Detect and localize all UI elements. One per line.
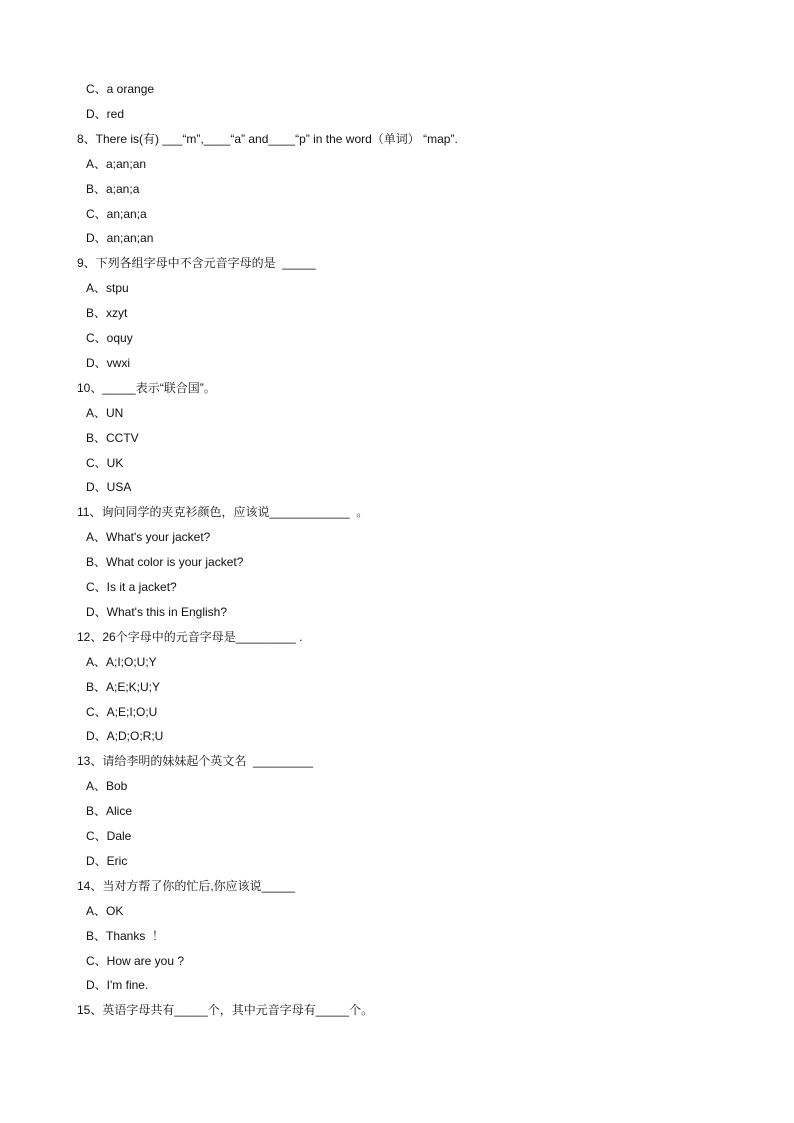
answer-option: A、stpu	[86, 281, 129, 296]
answer-option: B、A;E;K;U;Y	[86, 679, 161, 694]
answer-option: B、Thanks ！	[86, 928, 165, 943]
question-text: 15、英语字母共有_____个，其中元音字母有_____个。	[77, 1003, 374, 1018]
answer-option: C、oquy	[86, 331, 133, 345]
question-text: 12、26个字母中的元音字母是_________ .	[77, 629, 303, 644]
answer-option: C、How are you ?	[86, 953, 185, 968]
answer-option: D、vwxi	[86, 355, 130, 370]
answer-option: A、UN	[86, 405, 124, 420]
answer-option: A、What's your jacket?	[86, 530, 211, 545]
answer-option: C、UK	[86, 455, 124, 470]
answer-option: D、Eric	[86, 853, 128, 868]
answer-option: D、red	[86, 106, 125, 121]
answer-option: C、a orange	[86, 82, 155, 96]
answer-option: B、CCTV	[86, 430, 139, 445]
answer-option: C、Is it a jacket?	[86, 580, 177, 594]
answer-option: D、What's this in English?	[86, 604, 228, 619]
answer-option: B、xzyt	[86, 306, 128, 321]
answer-option: C、an;an;a	[86, 206, 147, 221]
answer-option: B、Alice	[86, 804, 133, 819]
question-text: 8、There is(有) ___“m”,____“a” and____“p” in the word（单词） “map”.	[77, 131, 458, 146]
question-text: 9、下列各组字母中不含元音字母的是 _____	[77, 256, 316, 271]
answer-option: C、Dale	[86, 829, 132, 843]
answer-option: C、A;E;I;O;U	[86, 704, 158, 719]
question-text: 13、请给李明的妹妹起个英文名 _________	[77, 754, 314, 769]
answer-option: A、a;an;an	[86, 156, 147, 171]
answer-option: A、Bob	[86, 779, 128, 794]
question-text: 14、当对方帮了你的忙后,你应该说_____	[77, 878, 296, 893]
answer-option: A、A;I;O;U;Y	[86, 654, 157, 669]
answer-option: D、an;an;an	[86, 231, 154, 246]
question-text: 11、询问同学的夹克衫颜色，应该说____________ 。	[77, 505, 369, 520]
question-text: 10、_____表示“联合国”。	[77, 380, 216, 395]
answer-option: D、USA	[86, 480, 132, 495]
answer-option: B、a;an;a	[86, 181, 140, 196]
answer-option: D、A;D;O;R;U	[86, 729, 164, 744]
answer-option: D、I'm fine.	[86, 978, 149, 993]
answer-option: B、What color is your jacket?	[86, 555, 244, 570]
answer-option: A、OK	[86, 903, 124, 918]
